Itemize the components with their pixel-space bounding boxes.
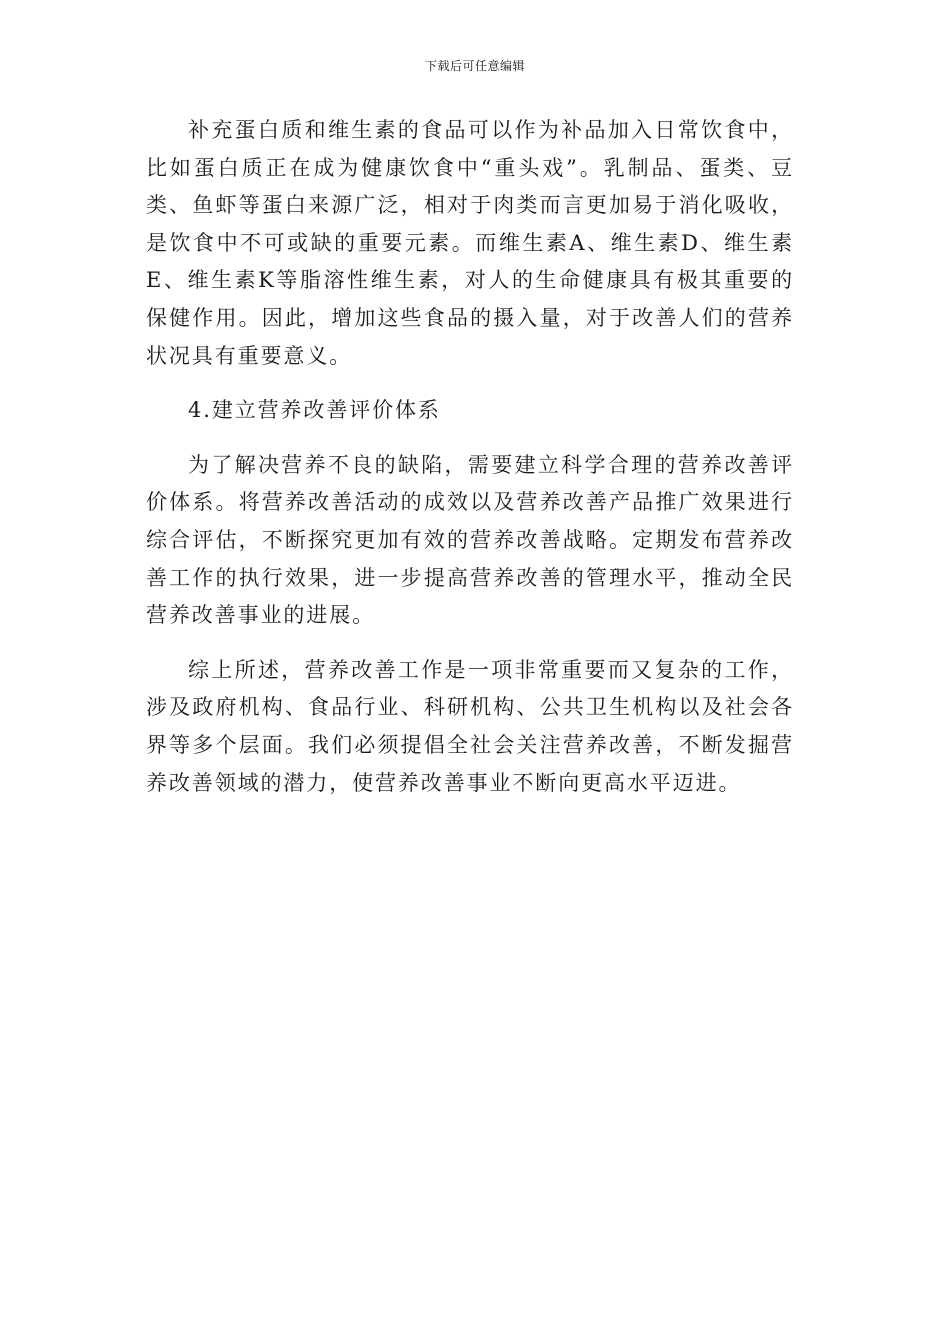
paragraph-conclusion: 综上所述，营养改善工作是一项非常重要而又复杂的工作，涉及政府机构、食品行业、科研机构、公共卫生机构以及社会各界等多个层面。我们必须提倡全社会关注营养改善，不断发掘营养改善领域的潜力，使营养改善事业不断向更高水平迈进。: [146, 657, 794, 795]
download-edit-note: 下载后可任意编辑: [424, 59, 525, 73]
paragraph-evaluation-system: 为了解决营养不良的缺陷，需要建立科学合理的营养改善评价体系。将营养改善活动的成效以及营养改善产品推广效果进行综合评估，不断探究更加有效的营养改善战略。定期发布营养改善工作的执行效果，进一步提高营养改善的管理水平，推动全民营养改善事业的进展。: [146, 452, 794, 628]
paragraph-protein-vitamins: 补充蛋白质和维生素的食品可以作为补品加入日常饮食中，比如蛋白质正在成为健康饮食中“重头戏”。乳制品、蛋类、豆类、鱼虾等蛋白来源广泛，相对于肉类而言更加易于消化吸收，是饮食中不可或缺的重要元素。而维生素A、维生素D、维生素E、维生素K等脂溶性维生素，对人的生命健康具有极其重要的保健作用。因此，增加这些食品的摄入量，对于改善人们的营养状况具有重要意义。: [146, 118, 794, 368]
document-body: [146, 112, 794, 802]
section-heading-evaluation-system: 4.建立营养改善评价体系: [188, 398, 441, 423]
